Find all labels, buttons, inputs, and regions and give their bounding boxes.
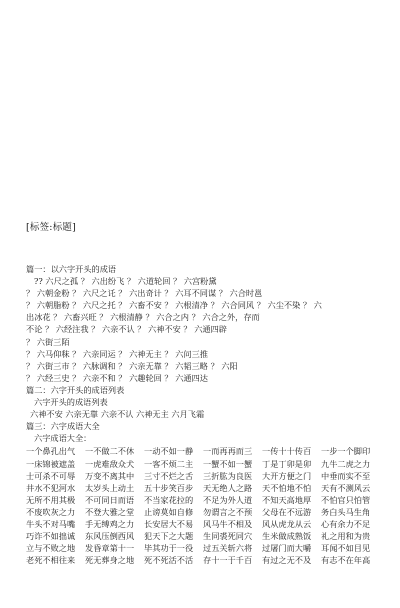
idiom-cell: 东风压倒西风	[85, 531, 135, 542]
idiom-cell: 万变不离其中	[85, 470, 135, 481]
idiom-cell: 天有不测风云	[321, 482, 371, 493]
text-line: ?? 六尺之孤 ？ 六出纷飞 ？ 六道轮回 ？ 六宫粉黛	[34, 276, 217, 287]
text-line: 篇三：六字成语大全	[26, 421, 100, 432]
idiom-cell: 风从虎龙从云	[262, 518, 312, 529]
table-row	[26, 494, 386, 506]
table-row	[26, 554, 386, 566]
idiom-cell: 不废吹灰之力	[26, 506, 76, 517]
idiom-cell: 不可同日而语	[85, 494, 135, 505]
table-row	[26, 445, 386, 457]
idiom-cell: 存十一于千百	[203, 555, 253, 566]
idiom-cell: 立与不败之地	[26, 543, 76, 554]
text-line: ？ 六朝脂粉 ？ 六尺之托 ？ 六畜不安 ？ 六根清净 ？ 六合同风 ？ 六尘不染 ？ 六	[26, 300, 322, 311]
table-row	[26, 506, 386, 518]
idiom-cell: 不足为外人道	[203, 494, 253, 505]
idiom-cell: 有志不在年高	[321, 555, 371, 566]
idiom-cell: 天无绝人之路	[203, 482, 253, 493]
idiom-cell: 井水不犯河水	[26, 482, 76, 493]
idiom-cell: 不怕官只怕管	[321, 494, 371, 505]
idiom-cell: 一动不如一静	[144, 446, 194, 457]
idiom-cell: 过五关斩六将	[203, 543, 253, 554]
idiom-cell: 生米做成熟饭	[262, 531, 312, 542]
idiom-cell: 心有余力不足	[321, 518, 371, 529]
table-row	[26, 518, 386, 530]
idiom-cell: 一蟹不如一蟹	[203, 458, 253, 469]
text-line: ？ 六马仰秣 ？ 六亲同运 ？ 六神无主 ？ 六问三推	[26, 348, 208, 359]
idiom-cell: 天不怕地不怕	[262, 482, 312, 493]
idiom-cell: 无所不用其极	[26, 494, 76, 505]
text-line: ？ 六朝金粉 ？ 六尺之讬 ？ 六出奇计 ？ 六耳不同谋 ？ 六合时邕	[26, 288, 263, 299]
idiom-cell: 死无葬身之地	[85, 555, 135, 566]
table-row	[26, 470, 386, 482]
text-line: ？ 六街三陌	[26, 336, 70, 347]
idiom-cell: 礼之用和为贵	[321, 531, 371, 542]
idiom-cell: 老死不相往来	[26, 555, 76, 566]
idiom-cell: 巧诈不如拙诚	[26, 531, 76, 542]
idiom-cell: 毕其功于一役	[144, 543, 194, 554]
idiom-cell: 一而再再而三	[203, 446, 253, 457]
text-line: 六神不安 六亲无靠 六亲不认 六神无主 六月飞霜	[30, 409, 205, 420]
idiom-cell: 太岁头上动土	[85, 482, 135, 493]
idiom-cell: 长安居大不易	[144, 518, 194, 529]
table-row	[26, 530, 386, 542]
idiom-cell: 有过之无不及	[262, 555, 312, 566]
idiom-cell: 父母在不远游	[262, 506, 312, 517]
idiom-cell: 耳闻不如目见	[321, 543, 371, 554]
idiom-cell: 一客不烦二主	[144, 458, 194, 469]
table-row	[26, 458, 386, 470]
idiom-cell: 九牛二虎之力	[321, 458, 371, 469]
idiom-cell: 风马牛不相及	[203, 518, 253, 529]
tag-heading: [标签:标题]	[26, 222, 77, 233]
idiom-cell: 丁是丁卯是卯	[262, 458, 312, 469]
idiom-cell: 一床锦被遮盖	[26, 458, 76, 469]
idiom-cell: 勿谓言之不预	[203, 506, 253, 517]
text-line: 篇一：以六字开头的成语	[26, 264, 117, 274]
idiom-cell: 一个鼻孔出气	[26, 446, 76, 457]
idiom-cell: 手无缚鸡之力	[85, 518, 135, 529]
text-line: ？ 六经三史 ？ 六亲不和 ？ 六趣轮回 ？ 六通四达	[26, 372, 208, 383]
article-body	[26, 263, 386, 566]
idiom-cell: 大开方便之门	[262, 470, 312, 481]
idiom-cell: 三寸不烂之舌	[144, 470, 194, 481]
text-line: 六字成语大全：	[34, 433, 92, 444]
idiom-cell: 过屠门而大嚼	[262, 543, 312, 554]
idiom-table	[26, 445, 386, 566]
idiom-cell: 生同裘死同穴	[203, 531, 253, 542]
idiom-cell: 中垂而实不至	[321, 470, 371, 481]
table-row	[26, 482, 386, 494]
idiom-cell: 五十步笑百步	[144, 482, 194, 493]
text-line: ？ 六街三市 ？ 六脉调和 ？ 六亲无靠 ？ 六韬三略 ？ 六阳	[26, 360, 238, 371]
idiom-cell: 犯天下之大题	[144, 531, 194, 542]
text-line: 不论 ？ 六经注我 ？ 六亲不认 ？ 六神不安 ？ 六通四辟	[26, 324, 227, 335]
idiom-cell: 不当家花拉的	[144, 494, 194, 505]
idiom-cell: 士可杀不可辱	[26, 470, 76, 481]
text-line: 六字开头的成语列表	[34, 397, 108, 408]
text-lines	[26, 263, 386, 444]
idiom-cell: 牛头不对马嘴	[26, 518, 76, 529]
idiom-cell: 一传十十传百	[262, 446, 312, 457]
idiom-cell: 务白头马生角	[321, 506, 371, 517]
text-line: 出冰花 ？ 六畜兴旺 ？ 六根清静 ？ 六合之内 ？ 六合之外，存而	[26, 312, 260, 323]
idiom-cell: 一虎难敌众犬	[85, 458, 135, 469]
table-row	[26, 542, 386, 554]
idiom-cell: 止谤莫如自修	[144, 506, 194, 517]
idiom-cell: 发昏章第十一	[85, 543, 135, 554]
idiom-cell: 三折肱为良医	[203, 470, 253, 481]
idiom-cell: 不知天高地厚	[262, 494, 312, 505]
idiom-cell: 一步一个脚印	[321, 446, 371, 457]
idiom-cell: 不登大雅之堂	[85, 506, 135, 517]
idiom-cell: 死不死活不活	[144, 555, 194, 566]
text-line: 篇二：六字开头的成语列表	[26, 384, 125, 395]
idiom-cell: 一不做二不休	[85, 446, 135, 457]
